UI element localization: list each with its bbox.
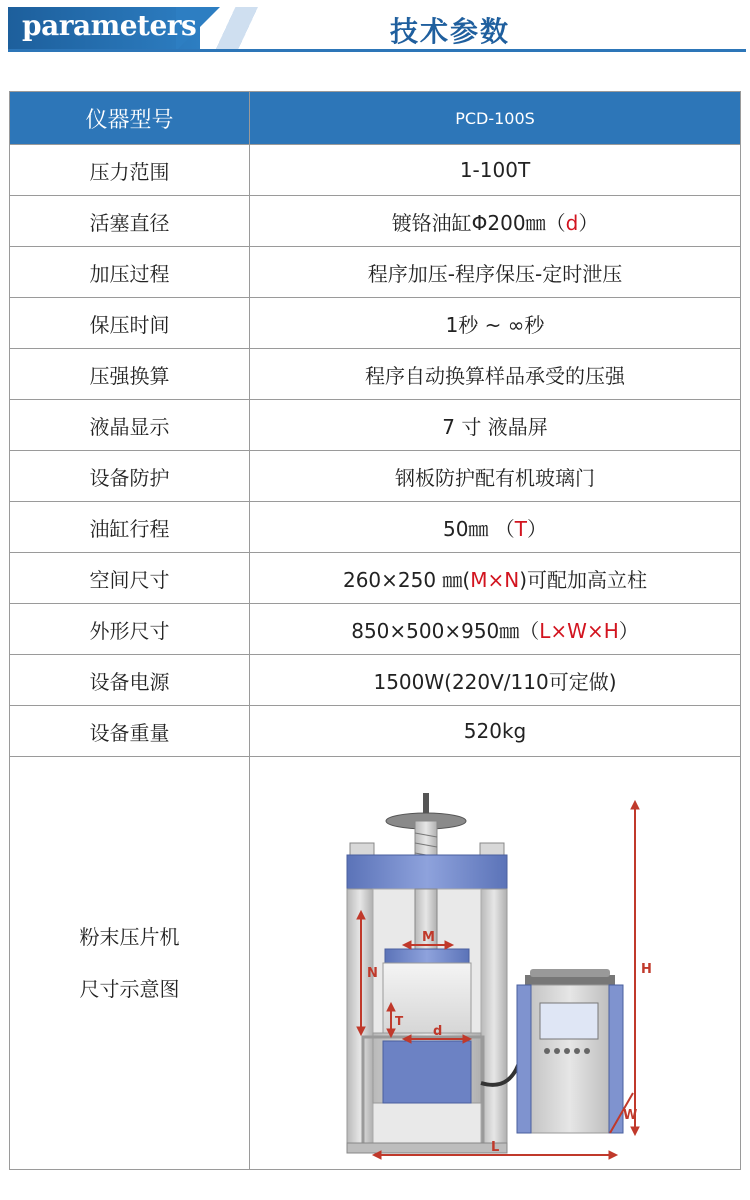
press-dimension-diagram xyxy=(255,763,735,1163)
header xyxy=(0,0,750,56)
row-value: 1秒 ~ ∞秒 xyxy=(250,298,741,349)
row-value xyxy=(250,553,741,604)
value-text: ） xyxy=(618,618,639,643)
dim-label-H: H xyxy=(641,962,652,977)
header-cn-title: 技术参数 xyxy=(389,15,510,48)
row-value: 7 寸 液晶屏 xyxy=(250,400,741,451)
table-header-value: PCD-100S xyxy=(250,92,741,145)
table-header-label: 仪器型号 xyxy=(10,92,250,145)
value-text: 镀铬油缸Φ200㎜（ xyxy=(391,210,566,235)
row-label: 空间尺寸 xyxy=(10,553,250,604)
row-value xyxy=(250,196,741,247)
dim-label-M: M xyxy=(422,930,435,945)
table-row xyxy=(10,655,741,706)
diagram-label-line: 粉末压片机 xyxy=(79,925,180,949)
value-symbol: d xyxy=(565,210,579,235)
header-rule xyxy=(8,49,746,52)
row-label: 压强换算 xyxy=(10,349,250,400)
table-row xyxy=(10,604,741,655)
row-label: 设备防护 xyxy=(10,451,250,502)
row-value xyxy=(250,604,741,655)
table-row xyxy=(10,706,741,757)
table-header-row xyxy=(10,92,741,145)
row-label: 外形尺寸 xyxy=(10,604,250,655)
value-text: 50㎜ （ xyxy=(442,516,515,541)
row-label: 油缸行程 xyxy=(10,502,250,553)
table-row xyxy=(10,400,741,451)
row-value: 520kg xyxy=(250,706,741,757)
row-label: 设备重量 xyxy=(10,706,250,757)
row-label: 活塞直径 xyxy=(10,196,250,247)
value-text: )可配加高立柱 xyxy=(519,567,648,592)
diagram-label xyxy=(10,757,250,1170)
row-label: 液晶显示 xyxy=(10,400,250,451)
table-row xyxy=(10,451,741,502)
row-label: 设备电源 xyxy=(10,655,250,706)
header-en-title: parameters xyxy=(22,9,197,42)
row-label: 压力范围 xyxy=(10,145,250,196)
diagram-label-line: 尺寸示意图 xyxy=(79,977,180,1001)
row-value: 钢板防护配有机玻璃门 xyxy=(250,451,741,502)
value-symbol: T xyxy=(514,516,528,541)
table-row xyxy=(10,553,741,604)
value-text: 850×500×950㎜（ xyxy=(351,618,540,643)
diagram-row xyxy=(10,757,741,1170)
row-value: 程序自动换算样品承受的压强 xyxy=(250,349,741,400)
table-row xyxy=(10,196,741,247)
row-value: 1-100T xyxy=(250,145,741,196)
value-text: 260×250 ㎜( xyxy=(342,567,471,592)
control-box xyxy=(517,969,623,1133)
dim-label-d: d xyxy=(433,1024,443,1039)
row-label: 保压时间 xyxy=(10,298,250,349)
value-text: ） xyxy=(527,516,548,541)
dim-label-W: W xyxy=(623,1108,638,1123)
table-row xyxy=(10,298,741,349)
table-row xyxy=(10,349,741,400)
row-value: 程序加压-程序保压-定时泄压 xyxy=(250,247,741,298)
table-row xyxy=(10,145,741,196)
row-label: 加压过程 xyxy=(10,247,250,298)
value-symbol: L×W×H xyxy=(539,618,619,643)
dim-label-L: L xyxy=(491,1140,500,1155)
parameter-table xyxy=(9,91,741,1170)
table-row xyxy=(10,247,741,298)
table-row xyxy=(10,502,741,553)
row-value: 1500W(220V/110可定做) xyxy=(250,655,741,706)
value-symbol: M×N xyxy=(470,567,520,592)
dim-label-T: T xyxy=(395,1014,404,1028)
diagram-cell xyxy=(250,757,741,1170)
dim-label-N: N xyxy=(367,966,378,981)
value-text: ） xyxy=(578,210,599,235)
row-value xyxy=(250,502,741,553)
